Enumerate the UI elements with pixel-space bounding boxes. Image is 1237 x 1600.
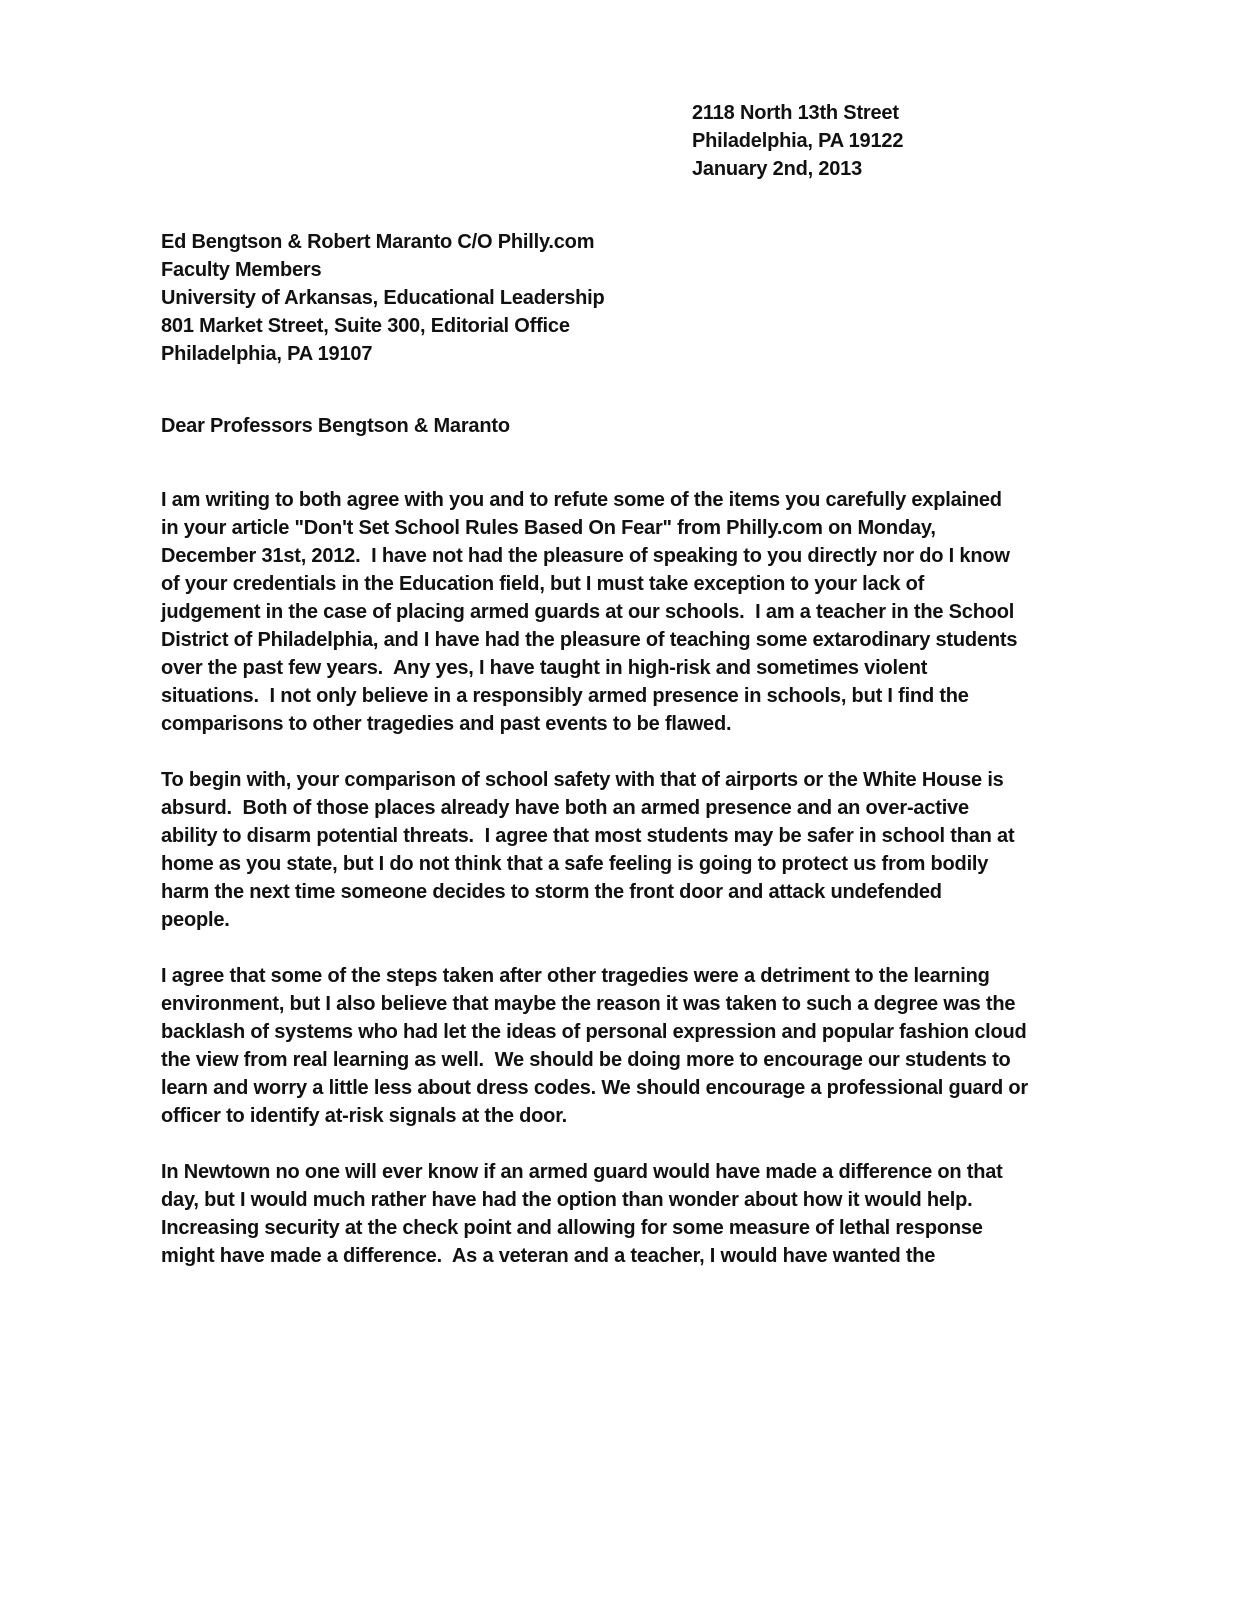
paragraph-line: December 31st, 2012. I have not had the pleasure of speaking to you directly nor do I know xyxy=(161,545,1010,567)
paragraph-line: might have made a difference. As a veteran and a teacher, I would have wanted the xyxy=(161,1245,936,1267)
paragraph-line: I agree that some of the steps taken after other tragedies were a detriment to the learning xyxy=(161,965,990,987)
paragraph-line: the view from real learning as well. We should be doing more to encourage our students to xyxy=(161,1049,1011,1071)
paragraph-line: in your article "Don't Set School Rules Based On Fear" from Philly.com on Monday, xyxy=(161,517,936,539)
paragraph-line: Increasing security at the check point and allowing for some measure of lethal response xyxy=(161,1217,983,1239)
body-paragraph-3 xyxy=(161,962,1071,1130)
body-paragraph-1 xyxy=(161,486,1071,738)
paragraph-line: home as you state, but I do not think that a safe feeling is going to protect us from bodily xyxy=(161,853,989,875)
salutation-text: Dear Professors Bengtson & Maranto xyxy=(161,415,510,437)
paragraph-line: officer to identify at-risk signals at the door. xyxy=(161,1105,568,1127)
salutation xyxy=(161,412,861,440)
recipient-address-block xyxy=(161,228,861,368)
letter-date: January 2nd, 2013 xyxy=(692,158,863,180)
recipient-title: Faculty Members xyxy=(161,259,322,281)
paragraph-line: I am writing to both agree with you and to refute some of the items you carefully explained xyxy=(161,489,1002,511)
paragraph-line: comparisons to other tragedies and past events to be flawed. xyxy=(161,713,732,735)
paragraph-line: learn and worry a little less about dress codes. We should encourage a professional guard or xyxy=(161,1077,1029,1099)
recipient-institution: University of Arkansas, Educational Leadership xyxy=(161,287,605,309)
paragraph-line: people. xyxy=(161,909,230,931)
paragraph-line: day, but I would much rather have had the option than wonder about how it would help. xyxy=(161,1189,973,1211)
paragraph-line: absurd. Both of those places already have both an armed presence and an over-active xyxy=(161,797,969,819)
sender-street: 2118 North 13th Street xyxy=(692,102,899,124)
paragraph-line: In Newtown no one will ever know if an armed guard would have made a difference on that xyxy=(161,1161,1003,1183)
body-paragraph-4 xyxy=(161,1158,1071,1270)
paragraph-line: over the past few years. Any yes, I have taught in high-risk and sometimes violent xyxy=(161,657,928,679)
paragraph-line: judgement in the case of placing armed guards at our schools. I am a teacher in the School xyxy=(161,601,1015,623)
recipient-street: 801 Market Street, Suite 300, Editorial Office xyxy=(161,315,570,337)
paragraph-line: To begin with, your comparison of school safety with that of airports or the White House is xyxy=(161,769,1004,791)
body-paragraph-2 xyxy=(161,766,1071,934)
letter-body xyxy=(161,486,1071,1298)
paragraph-line: of your credentials in the Education field, but I must take exception to your lack of xyxy=(161,573,925,595)
paragraph-line: backlash of systems who had let the ideas of personal expression and popular fashion cloud xyxy=(161,1021,1027,1043)
paragraph-line: harm the next time someone decides to storm the front door and attack undefended xyxy=(161,881,942,903)
recipient-city: Philadelphia, PA 19107 xyxy=(161,343,373,365)
sender-city: Philadelphia, PA 19122 xyxy=(692,130,904,152)
sender-address-block xyxy=(692,99,1112,183)
recipient-names: Ed Bengtson & Robert Maranto C/O Philly.com xyxy=(161,231,595,253)
paragraph-line: District of Philadelphia, and I have had the pleasure of teaching some extarodinary students xyxy=(161,629,1018,651)
paragraph-line: situations. I not only believe in a responsibly armed presence in schools, but I find the xyxy=(161,685,969,707)
paragraph-line: environment, but I also believe that maybe the reason it was taken to such a degree was the xyxy=(161,993,1016,1015)
paragraph-line: ability to disarm potential threats. I agree that most students may be safer in school than at xyxy=(161,825,1015,847)
